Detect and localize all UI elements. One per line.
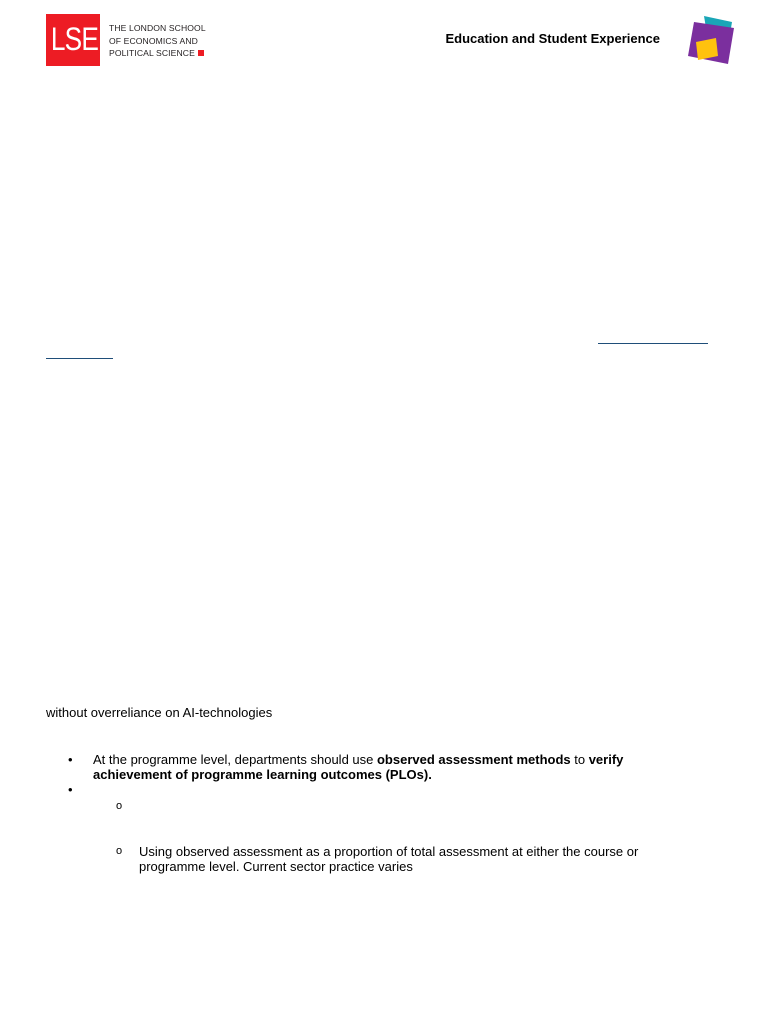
- department-logo-icon: [686, 14, 738, 66]
- header-title: Education and Student Experience: [445, 31, 660, 46]
- hyperlink-underline-1[interactable]: [598, 343, 708, 344]
- lse-red-square-icon: [198, 50, 204, 56]
- bullet-icon: •: [68, 782, 73, 797]
- bullet-1-bold-2: verify achievement of programme learning outcomes (PLOs).: [93, 752, 624, 782]
- bullet-icon: •: [68, 752, 73, 767]
- bullet-list: [46, 752, 696, 874]
- sub-bullet-2-text: Using observed assessment as a proportion of total assessment at either the course or programme level. Current sector practice varies: [139, 844, 639, 874]
- bullet-1-bold-1: observed assessment methods: [376, 752, 571, 767]
- lse-logo-line-3-wrap: [109, 47, 206, 60]
- sub-bullet-icon: o: [116, 800, 123, 812]
- bullet-1-middle: to: [570, 752, 589, 767]
- list-item: [46, 782, 696, 797]
- hyperlink-underline-2[interactable]: [46, 358, 113, 359]
- bullet-1-prefix: At the programme level, departments should use: [93, 752, 377, 767]
- lse-logo: [46, 14, 204, 66]
- lse-logo-line-1: THE LONDON SCHOOL: [109, 23, 206, 33]
- body-paragraph-line: without overreliance on AI-technologies: [46, 705, 273, 720]
- sub-list-item: [46, 799, 696, 814]
- lse-logo-line-2: OF ECONOMICS AND: [109, 35, 198, 46]
- lse-logo-line-3: POLITICAL SCIENCE: [109, 48, 195, 58]
- lse-wordmark: LSE: [50, 21, 98, 57]
- lse-logo-text: [109, 22, 206, 60]
- list-item: [46, 752, 696, 782]
- lse-logo-mark: [46, 14, 100, 66]
- sub-bullet-icon: o: [116, 845, 123, 857]
- sub-list-item: [46, 844, 696, 874]
